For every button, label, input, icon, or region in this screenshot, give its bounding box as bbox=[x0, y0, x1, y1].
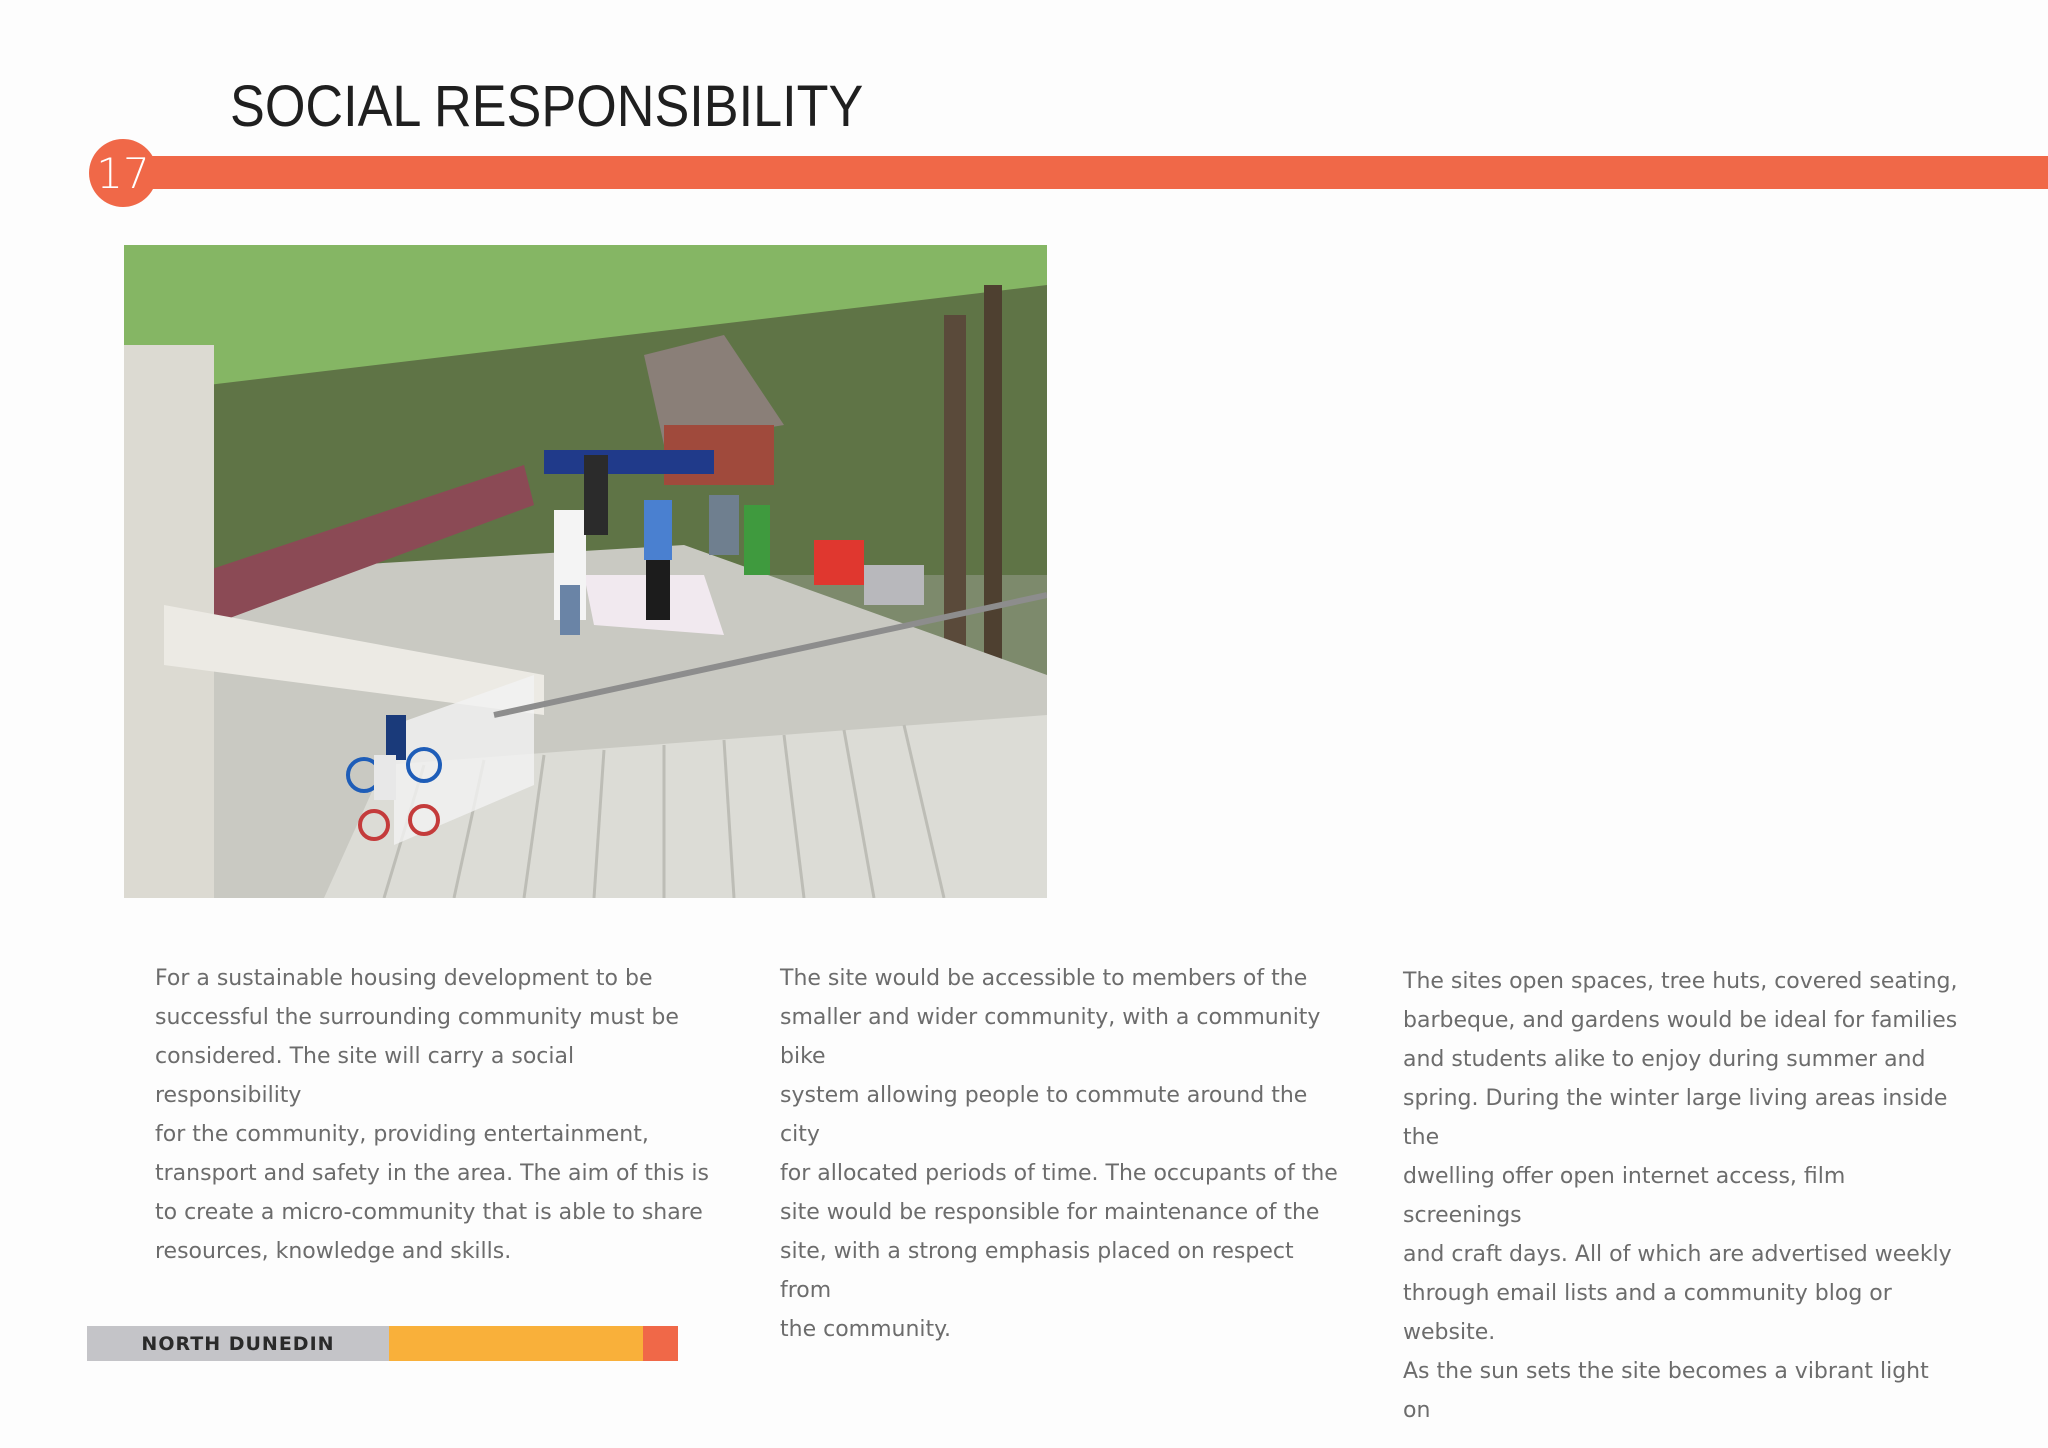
page-number: 17 bbox=[96, 148, 150, 198]
page-number-badge bbox=[89, 139, 157, 207]
text-line: and craft days. All of which are advertised weekly bbox=[1403, 1242, 1952, 1267]
text-line: For a sustainable housing development to be bbox=[155, 966, 653, 991]
photo-illustration bbox=[124, 245, 1047, 898]
text-line: site would be responsible for maintenance of the bbox=[780, 1200, 1320, 1225]
text-line: system allowing people to commute around the city bbox=[780, 1083, 1308, 1147]
footer-label-block bbox=[87, 1326, 389, 1361]
footer-red-block bbox=[643, 1326, 678, 1361]
text-line: site, with a strong emphasis placed on respect from bbox=[780, 1239, 1294, 1303]
text-line: to create a micro-community that is able to share bbox=[155, 1200, 703, 1225]
text-line: for allocated periods of time. The occupants of the bbox=[780, 1161, 1338, 1186]
text-column-3 bbox=[1403, 962, 1963, 1430]
text-line: barbeque, and gardens would be ideal for families bbox=[1403, 1008, 1958, 1033]
text-line: The site would be accessible to members of the bbox=[780, 966, 1308, 991]
text-line: the community. bbox=[780, 1317, 952, 1342]
header-bar bbox=[140, 156, 2048, 189]
text-line: The sites open spaces, tree huts, covered seating, bbox=[1403, 969, 1958, 994]
text-line: dwelling offer open internet access, film screenings bbox=[1403, 1164, 1846, 1228]
text-line: successful the surrounding community must be bbox=[155, 1005, 679, 1030]
text-line: resources, knowledge and skills. bbox=[155, 1239, 512, 1264]
text-column-1 bbox=[155, 959, 715, 1271]
text-line: transport and safety in the area. The aim of this is bbox=[155, 1161, 709, 1186]
text-line: and students alike to enjoy during summer and bbox=[1403, 1047, 1926, 1072]
footer-label: NORTH DUNEDIN bbox=[141, 1332, 335, 1355]
text-line: for the community, providing entertainment, bbox=[155, 1122, 649, 1147]
footer-strip bbox=[87, 1326, 678, 1361]
text-line: As the sun sets the site becomes a vibrant light on bbox=[1403, 1359, 1929, 1423]
text-line: spring. During the winter large living areas inside the bbox=[1403, 1086, 1948, 1150]
text-line: considered. The site will carry a social responsibility bbox=[155, 1044, 575, 1108]
page-title: SOCIAL RESPONSIBILITY bbox=[230, 74, 864, 139]
text-column-2 bbox=[780, 959, 1340, 1349]
text-line: through email lists and a community blog or website. bbox=[1403, 1281, 1892, 1345]
footer-yellow-block bbox=[389, 1326, 643, 1361]
community-photo bbox=[124, 245, 1047, 898]
text-line: smaller and wider community, with a community bike bbox=[780, 1005, 1321, 1069]
